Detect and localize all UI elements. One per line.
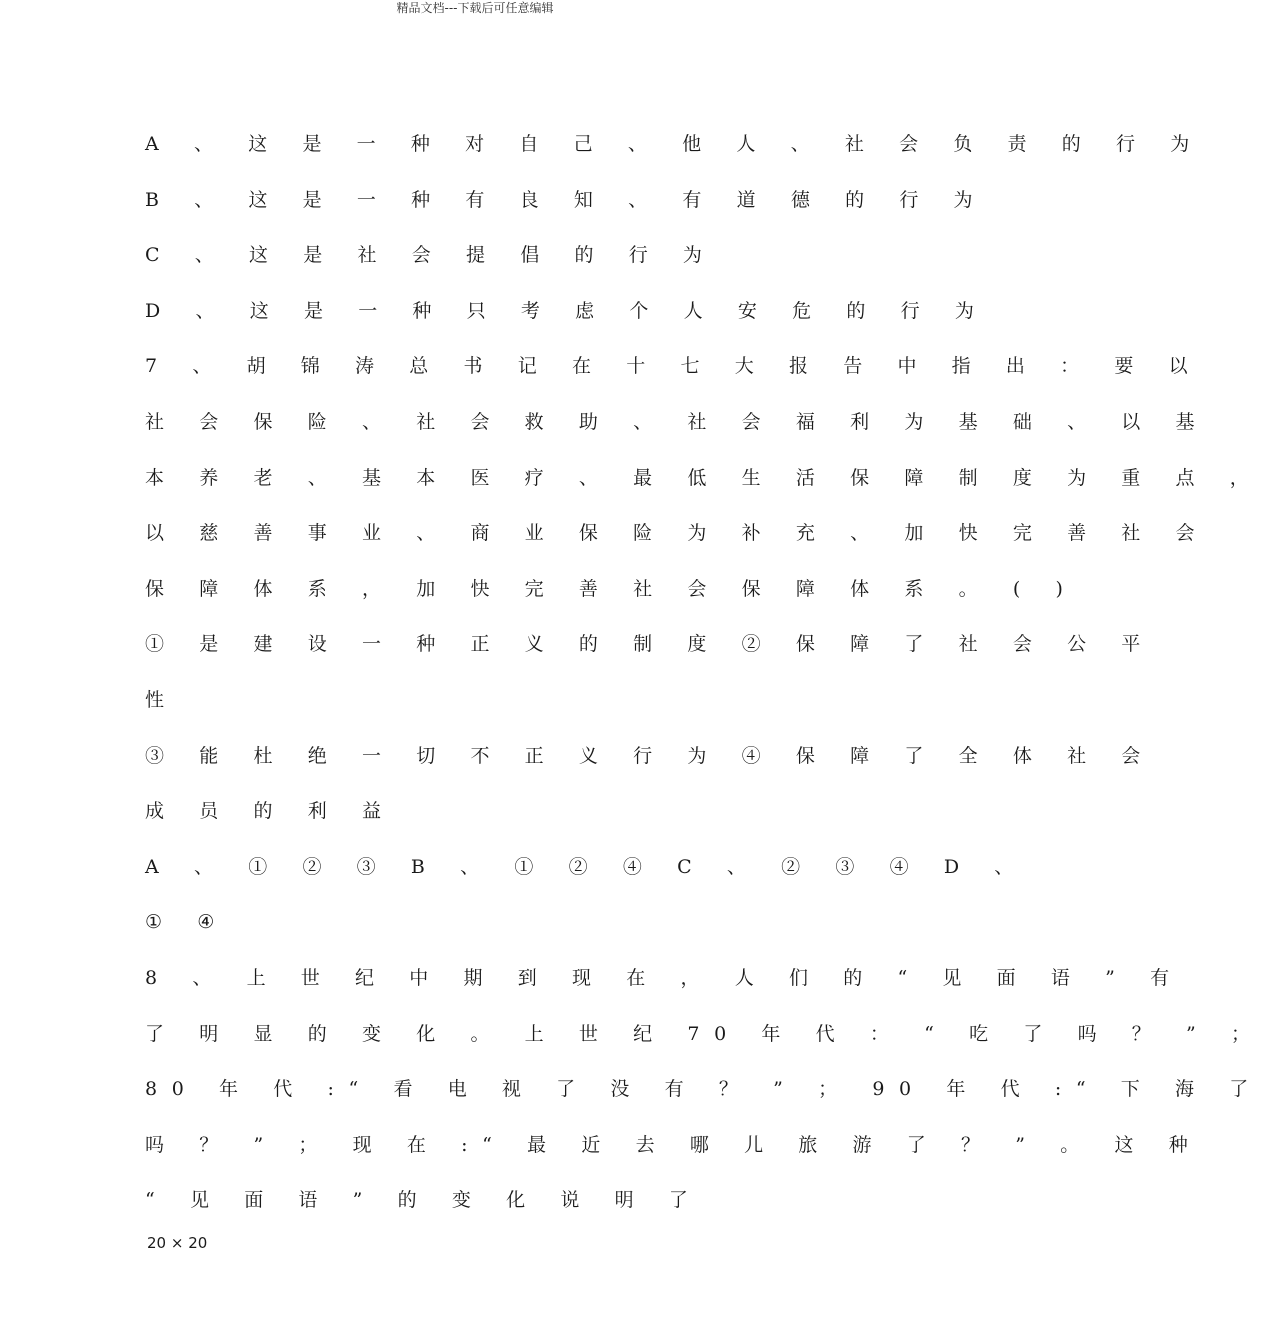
document-body (145, 117, 1265, 1229)
question-8-line: 8 、 上 世 纪 中 期 到 现 在 ， 人 们 的 “ 见 面 语 ” 有 (145, 966, 1184, 989)
page-footer: 20 × 20 (147, 1234, 208, 1252)
answer-choices-line: ① ④ (145, 911, 229, 934)
statement-line: 性 (145, 688, 179, 711)
page-header: 精品文档---下载后可任意编辑 (396, 1, 554, 15)
question-7-text-line: 本 养 老 、 基 本 医 疗 、 最 低 生 活 保 障 制 度 为 重 点 ， (145, 466, 1264, 489)
question-7-text-line: 保 障 体 系 ， 加 快 完 善 社 会 保 障 体 系 。 ( ) (145, 577, 1078, 600)
question-7-line: 7 、 胡 锦 涛 总 书 记 在 十 七 大 报 告 中 指 出 ： 要 以 (145, 355, 1203, 378)
question-8-text-line: 80 年 代 :“ 看 电 视 了 没 有 ？ ” ； 90 年 代 :“ 下 海 了 (145, 1078, 1263, 1101)
question-8-text-line: 吗 ？ ” ； 现 在 :“ 最 近 去 哪 儿 旅 游 了 ？ ” 。 这 种 (145, 1133, 1203, 1156)
answer-choices-line: A 、 ① ② ③ B 、 ① ② ④ C 、 ② ③ ④ D 、 (145, 855, 1028, 878)
option-d-line: D 、 这 是 一 种 只 考 虑 个 人 安 危 的 行 为 (145, 299, 989, 322)
statement-line: ③ 能 杜 绝 一 切 不 正 义 行 为 ④ 保 障 了 全 体 社 会 (145, 744, 1155, 767)
question-7-text-line: 社 会 保 险 、 社 会 救 助 、 社 会 福 利 为 基 础 、 以 基 (145, 410, 1210, 433)
option-c-line: C 、 这 是 社 会 提 倡 的 行 为 (145, 244, 717, 267)
question-8-text-line: “ 见 面 语 ” 的 变 化 说 明 了 (145, 1189, 703, 1212)
statement-line: ① 是 建 设 一 种 正 义 的 制 度 ② 保 障 了 社 会 公 平 (145, 633, 1155, 656)
option-b-line: B 、 这 是 一 种 有 良 知 、 有 道 德 的 行 为 (145, 188, 988, 211)
question-8-text-line: 了 明 显 的 变 化 。 上 世 纪 70 年 代 ： “ 吃 了 吗 ？ ” ； (145, 1022, 1265, 1045)
statement-line: 成 员 的 利 益 (145, 800, 396, 823)
option-a-line: A 、 这 是 一 种 对 自 己 、 他 人 、 社 会 负 责 的 行 为 (145, 133, 1204, 155)
question-7-text-line: 以 慈 善 事 业 、 商 业 保 险 为 补 充 、 加 快 完 善 社 会 (145, 522, 1210, 545)
